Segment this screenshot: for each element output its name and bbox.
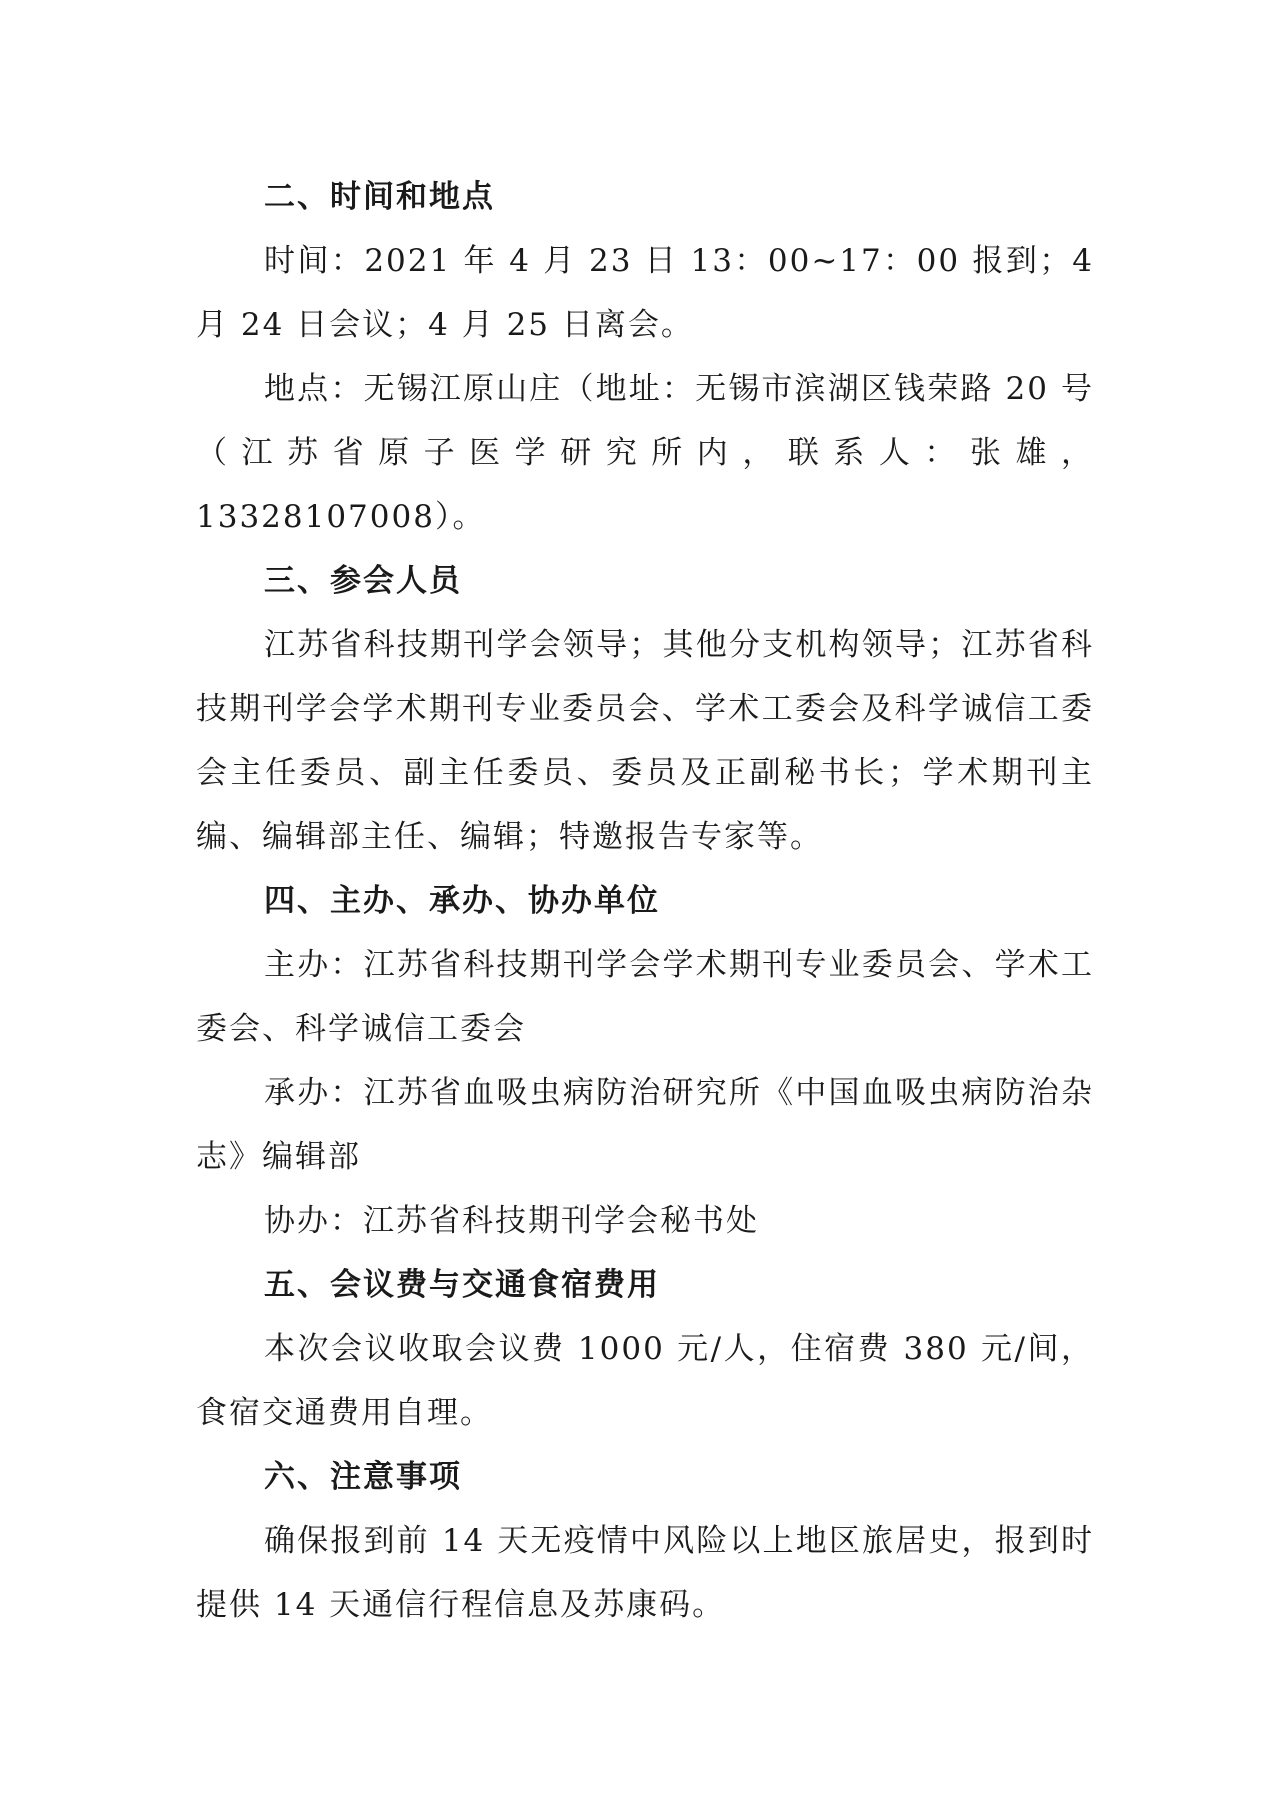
notes-paragraph: 确保报到前 14 天无疫情中风险以上地区旅居史，报到时提供 14 天通信行程信息及苏康码。 (196, 1523, 1094, 1623)
host-paragraph: 主办：江苏省科技期刊学会学术期刊专业委员会、学术工委会、科学诚信工委会 (196, 947, 1094, 1047)
co-organizer-paragraph: 协办：江苏省科技期刊学会秘书处 (264, 1203, 759, 1239)
section-heading-attendees: 三、参会人员 (264, 563, 462, 599)
document-body (196, 165, 1094, 1637)
section-heading-fees: 五、会议费与交通食宿费用 (264, 1267, 660, 1303)
section-heading-notes: 六、注意事项 (264, 1459, 462, 1495)
section-heading-time-place: 二、时间和地点 (264, 179, 495, 215)
organizer-paragraph: 承办：江苏省血吸虫病防治研究所《中国血吸虫病防治杂志》编辑部 (196, 1075, 1094, 1175)
attendees-paragraph: 江苏省科技期刊学会领导；其他分支机构领导；江苏省科技期刊学会学术期刊专业委员会、学术工委会及科学诚信工委会主任委员、副主任委员、委员及正副秘书长；学术期刊主编、编辑部主任、编辑；特邀报告专家等。 (196, 627, 1094, 855)
section-heading-organizers: 四、主办、承办、协办单位 (264, 883, 660, 919)
meeting-place-paragraph: 地点：无锡江原山庄（地址：无锡市滨湖区钱荣路 20 号（江苏省原子医学研究所内，联系人：张雄，13328107008）。 (196, 371, 1094, 535)
fees-paragraph: 本次会议收取会议费 1000 元/人，住宿费 380 元/间，食宿交通费用自理。 (196, 1331, 1094, 1431)
meeting-time-paragraph: 时间：2021 年 4 月 23 日 13：00~17：00 报到；4 月 24 日会议；4 月 25 日离会。 (196, 243, 1094, 343)
